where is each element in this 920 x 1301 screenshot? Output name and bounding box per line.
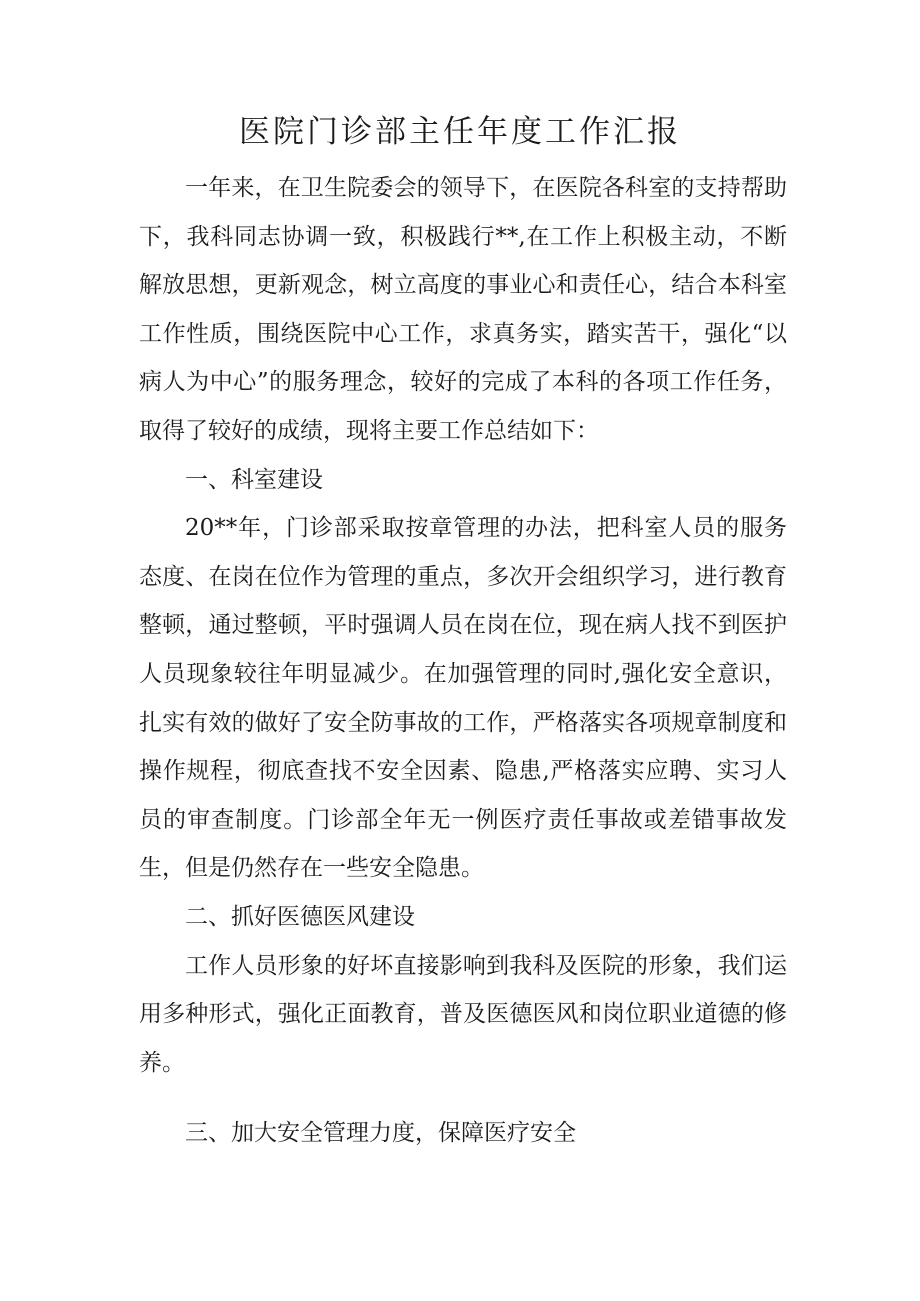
section-heading-2: 二、抓好医德医风建设 xyxy=(185,903,415,930)
document-body xyxy=(139,164,787,1158)
intro-paragraph: 一年来，在卫生院委会的领导下，在医院各科室的支持帮助下，我科同志协调一致，积极践行**,在工作上积极主动，不断解放思想，更新观念，树立高度的事业心和责任心，结合本科室工作性质，围绕医院中心工作，求真务实，踏实苦干，强化“以病人为中心”的服务理念，较好的完成了本科的各项工作任务，取得了较好的成绩，现将主要工作总结如下： xyxy=(139,175,787,444)
section-1-paragraph: 20**年，门诊部采取按章管理的办法，把科室人员的服务态度、在岗在位作为管理的重点，多次开会组织学习，进行教育整顿，通过整顿，平时强调人员在岗在位，现在病人找不到医护人员现象较往年明显减少。在加强管理的同时,强化安全意识，扎实有效的做好了安全防事故的工作，严格落实各项规章制度和操作规程，彻底查找不安全因素、隐患,严格落实应聘、实习人员的审查制度。门诊部全年无一例医疗责任事故或差错事故发生，但是仍然存在一些安全隐患。 xyxy=(139,515,787,882)
section-heading-3: 三、加大安全管理力度，保障医疗安全 xyxy=(185,1120,576,1147)
section-2-paragraph: 工作人员形象的好坏直接影响到我科及医院的形象，我们运用多种形式，强化正面教育，普及医德医风和岗位职业道德的修养。 xyxy=(139,952,787,1076)
document-title: 医院门诊部主任年度工作汇报 xyxy=(239,114,681,150)
section-heading-1: 一、科室建设 xyxy=(185,466,323,493)
